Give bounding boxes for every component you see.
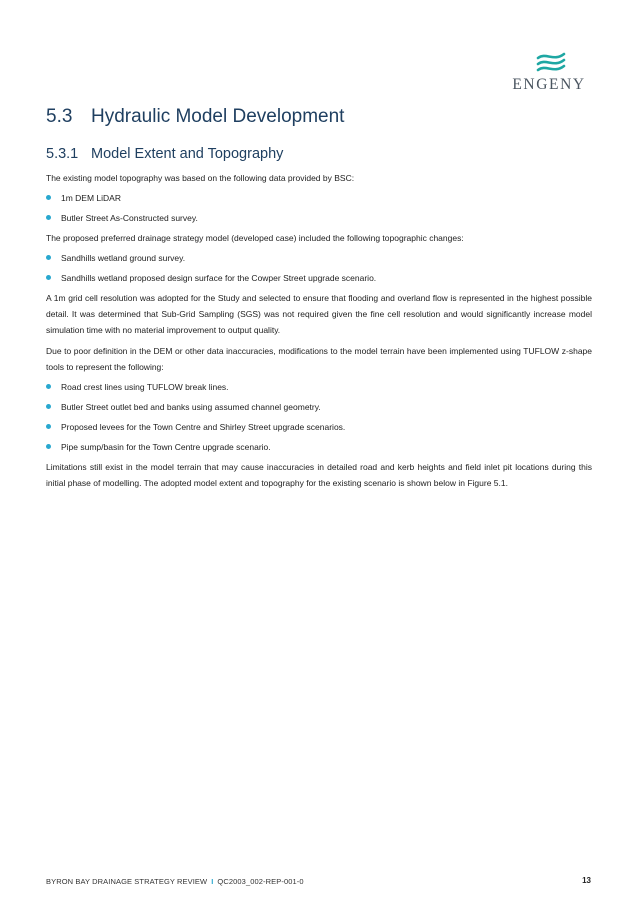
bullet-icon bbox=[46, 195, 51, 200]
paragraph-text: Due to poor definition in the DEM or other data inaccuracies, modifications to the model terrain have been implemented using TUFLOW z-shape tools to represent the following: bbox=[46, 346, 592, 372]
bullet-icon bbox=[46, 404, 51, 409]
bullet-icon bbox=[46, 444, 51, 449]
engeny-logo bbox=[506, 52, 592, 96]
section-heading bbox=[46, 106, 344, 128]
footer-doc-ref: QC2003_002-REP-001-0 bbox=[217, 877, 304, 886]
paragraph-text: A 1m grid cell resolution was adopted for the Study and selected to ensure that flooding and overland flow is represented in the highest possible detail. It was determined that Sub-Grid Sampling (SGS) was not required given the fine cell resolution and would significantly increase model simulation time with no material improvement to output quality. bbox=[46, 293, 592, 335]
paragraph-text: Limitations still exist in the model terrain that may cause inaccuracies in detailed road and kerb heights and field inlet pit locations during this initial phase of modelling. The adopted model extent and topography for the existing scenario is shown below in Figure 5.1. bbox=[46, 462, 592, 488]
paragraph-1 bbox=[46, 170, 592, 186]
bullet-icon bbox=[46, 215, 51, 220]
wave-logo-icon bbox=[536, 52, 566, 74]
bullet-list-3c bbox=[46, 419, 592, 435]
paragraph-2 bbox=[46, 230, 592, 246]
paragraph-text: The proposed preferred drainage strategy model (developed case) included the following topographic changes: bbox=[46, 233, 464, 243]
paragraph-5 bbox=[46, 459, 592, 491]
list-item: 1m DEM LiDAR bbox=[46, 190, 592, 206]
footer-document-info bbox=[46, 877, 304, 886]
page-number: 13 bbox=[582, 876, 591, 885]
list-item: Road crest lines using TUFLOW break lines. bbox=[46, 379, 592, 395]
logo-text: ENGENY bbox=[512, 76, 586, 93]
bullet-icon bbox=[46, 255, 51, 260]
paragraph-3 bbox=[46, 290, 592, 338]
footer-doc-title: BYRON BAY DRAINAGE STRATEGY REVIEW bbox=[46, 877, 208, 886]
section-number: 5.3 bbox=[46, 106, 73, 127]
paragraph-text: The existing model topography was based on the following data provided by BSC: bbox=[46, 173, 355, 183]
subsection-heading bbox=[46, 146, 283, 162]
subsection-title: Model Extent and Topography bbox=[91, 146, 284, 162]
list-item: Sandhills wetland ground survey. bbox=[46, 250, 592, 266]
bullet-icon bbox=[46, 424, 51, 429]
footer-separator: I bbox=[211, 877, 214, 886]
list-item: Butler Street outlet bed and banks using assumed channel geometry. bbox=[46, 399, 592, 415]
bullet-list-1 bbox=[46, 190, 592, 206]
list-item: Butler Street As-Constructed survey. bbox=[46, 210, 592, 226]
list-item: Proposed levees for the Town Centre and Shirley Street upgrade scenarios. bbox=[46, 419, 592, 435]
section-title: Hydraulic Model Development bbox=[91, 106, 345, 127]
bullet-list-3b bbox=[46, 399, 592, 415]
list-item: Sandhills wetland proposed design surface for the Cowper Street upgrade scenario. bbox=[46, 270, 592, 286]
bullet-list-3d bbox=[46, 439, 592, 455]
bullet-list-2b bbox=[46, 270, 592, 286]
bullet-icon bbox=[46, 275, 51, 280]
bullet-icon bbox=[46, 384, 51, 389]
paragraph-4 bbox=[46, 343, 592, 375]
bullet-list-2 bbox=[46, 250, 592, 266]
bullet-list-3 bbox=[46, 379, 592, 395]
subsection-number: 5.3.1 bbox=[46, 146, 79, 162]
list-item: Pipe sump/basin for the Town Centre upgrade scenario. bbox=[46, 439, 592, 455]
bullet-list-1b bbox=[46, 210, 592, 226]
